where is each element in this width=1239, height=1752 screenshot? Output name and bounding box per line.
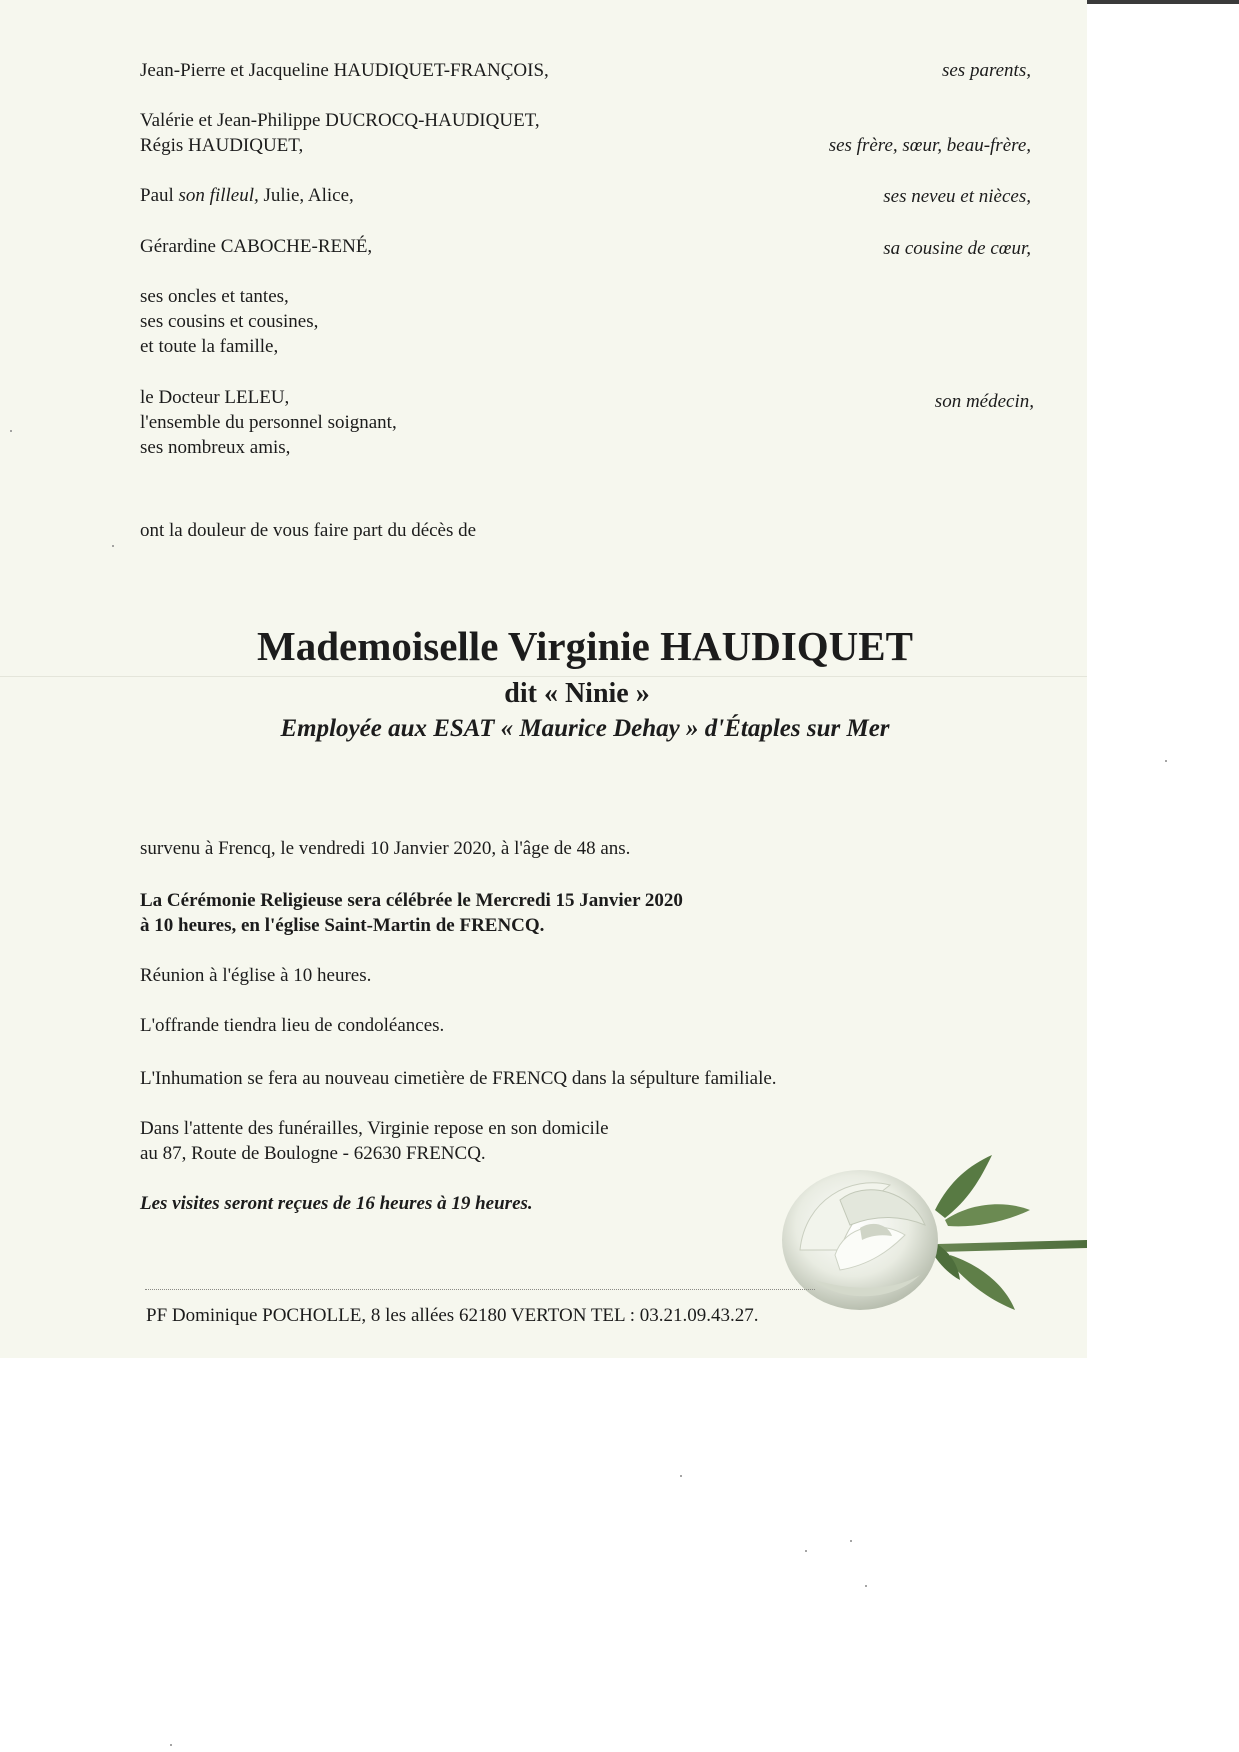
- deceased-name: Mademoiselle Virginie HAUDIQUET: [257, 623, 913, 669]
- ceremony-line-1: La Cérémonie Religieuse sera célébrée le Mercredi 15 Janvier 2020: [140, 890, 683, 911]
- scan-speck: [10, 430, 12, 432]
- death-details: survenu à Frencq, le vendredi 10 Janvier 2020, à l'âge de 48 ans.: [140, 838, 631, 859]
- scan-speck: [1165, 760, 1167, 762]
- siblings-role: ses frère, sœur, beau-frère,: [828, 135, 1031, 156]
- rose-illustration: [780, 1140, 1087, 1320]
- relatives-line-1: ses oncles et tantes,: [140, 286, 289, 307]
- scan-speck: [680, 1475, 682, 1477]
- nephews-filleul: son filleul,: [178, 185, 259, 206]
- doctor-line-1: le Docteur LELEU,: [140, 387, 290, 408]
- doctor-line-2: l'ensemble du personnel soignant,: [140, 412, 397, 433]
- scan-speck: [850, 1540, 852, 1542]
- burial-info: L'Inhumation se fera au nouveau cimetière de FRENCQ dans la sépulture familiale.: [140, 1068, 777, 1089]
- ceremony-line-2: à 10 heures, en l'église Saint-Martin de FRENCQ.: [140, 915, 545, 936]
- deceased-occupation: Employée aux ESAT « Maurice Dehay » d'Étaples sur Mer: [280, 715, 890, 742]
- footer-divider: [145, 1289, 815, 1290]
- parents-role: ses parents,: [941, 60, 1031, 81]
- nephews-prefix: Paul: [140, 185, 174, 206]
- meeting-info: Réunion à l'église à 10 heures.: [140, 965, 372, 986]
- cousin-role: sa cousine de cœur,: [883, 238, 1031, 259]
- siblings-line-1: Valérie et Jean-Philippe DUCROCQ-HAUDIQUET,: [140, 110, 540, 131]
- visits-info: Les visites seront reçues de 16 heures à 19 heures.: [140, 1193, 533, 1214]
- parents-names: Jean-Pierre et Jacqueline HAUDIQUET-FRANÇOIS,: [140, 60, 549, 81]
- relatives-line-3: et toute la famille,: [140, 336, 279, 357]
- nephews-role: ses neveu et nièces,: [883, 186, 1031, 207]
- offering-info: L'offrande tiendra lieu de condoléances.: [140, 1015, 445, 1036]
- relatives-line-2: ses cousins et cousines,: [140, 311, 319, 332]
- scan-speck: [805, 1550, 807, 1552]
- doctor-line-3: ses nombreux amis,: [140, 437, 291, 458]
- scan-speck: [112, 545, 114, 547]
- nephews-suffix: Julie, Alice,: [263, 185, 354, 206]
- rest-line-1: Dans l'attente des funérailles, Virginie repose en son domicile: [140, 1118, 609, 1139]
- scan-edge: [1087, 0, 1239, 4]
- siblings-line-2: Régis HAUDIQUET,: [140, 135, 304, 156]
- rest-line-2: au 87, Route de Boulogne - 62630 FRENCQ.: [140, 1143, 486, 1164]
- cousin-name: Gérardine CABOCHE-RENÉ,: [140, 236, 373, 257]
- scan-speck: [865, 1585, 867, 1587]
- doctor-role: son médecin,: [934, 391, 1034, 412]
- deceased-nickname: dit « Ninie »: [504, 678, 650, 709]
- funeral-home-footer: PF Dominique POCHOLLE, 8 les allées 62180 VERTON TEL : 03.21.09.43.27.: [146, 1305, 759, 1326]
- scan-speck: [170, 1744, 172, 1746]
- announcement: ont la douleur de vous faire part du décès de: [140, 520, 477, 541]
- nephews-line: [140, 183, 354, 208]
